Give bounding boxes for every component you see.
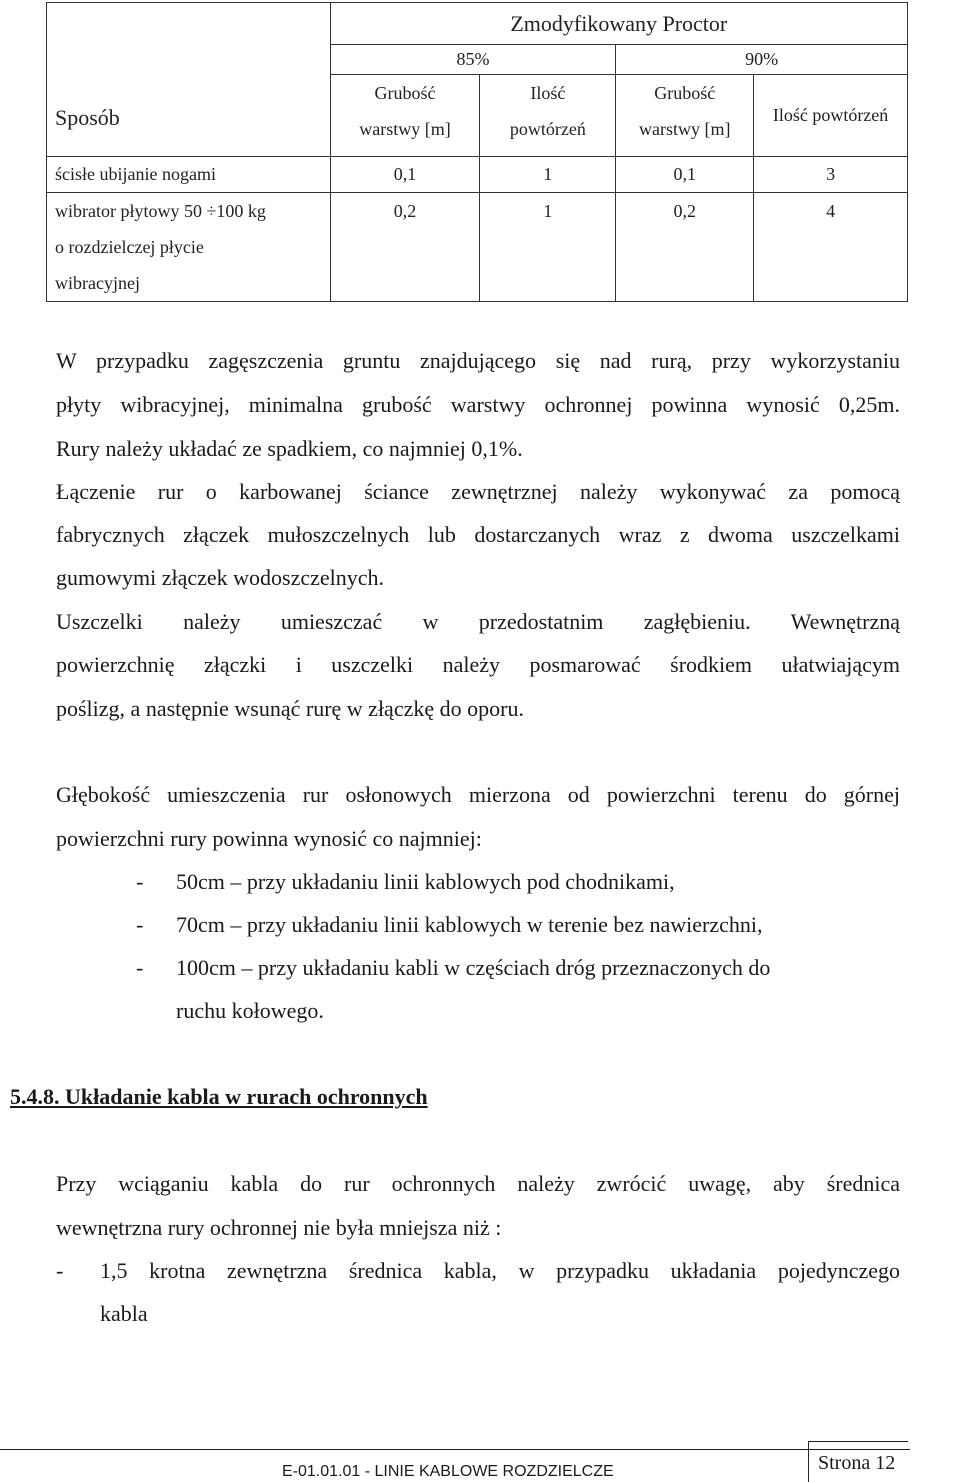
table-header-count-85: Ilość powtórzeń <box>480 75 616 157</box>
paragraph-line: Głębokość umieszczenia rur osłonowych mierzona od powierzchni terenu do górnej <box>56 782 900 807</box>
list-item-continuation: ruchu kołowego. <box>176 998 324 1023</box>
table-header-method: Sposób <box>47 3 331 157</box>
table-cell: 0,2 <box>330 193 480 302</box>
paragraph-line: W przypadku zagęszczenia gruntu znajdującego się nad rurą, przy wykorzystaniu <box>56 348 900 373</box>
table-cell: 0,2 <box>616 193 754 302</box>
table-title: Zmodyfikowany Proctor <box>330 3 907 45</box>
paragraph-line: gumowymi złączek wodoszczelnych. <box>56 565 385 590</box>
list-dash: - <box>56 1258 64 1283</box>
table-header-90: 90% <box>616 45 908 75</box>
list-item: 70cm – przy układaniu linii kablowych w terenie bez nawierzchni, <box>176 912 763 937</box>
list-item-continuation: kabla <box>100 1301 148 1326</box>
paragraph-line: Uszczelki należy umieszczać w przedostatnim zagłębieniu. Wewnętrzną <box>56 609 900 634</box>
table-cell: 0,1 <box>616 157 754 193</box>
list-item: 1,5 krotna zewnętrzna średnica kabla, w przypadku układania pojedynczego <box>100 1258 900 1283</box>
table-cell: 1 <box>480 157 616 193</box>
list-dash: - <box>136 869 144 894</box>
list-item: 100cm – przy układaniu kabli w częściach dróg przeznaczonych do <box>176 955 771 980</box>
paragraph-line: płyty wibracyjnej, minimalna grubość warstwy ochronnej powinna wynosić 0,25m. <box>56 392 900 417</box>
paragraph-line: Łączenie rur o karbowanej ściance zewnętrznej należy wykonywać za pomocą <box>56 479 900 504</box>
page-number: Strona 12 <box>818 1452 896 1474</box>
table-header-thickness-85: Grubość warstwy [m] <box>330 75 480 157</box>
table-cell: 4 <box>754 193 908 302</box>
table-row <box>47 193 908 302</box>
list-dash: - <box>136 955 144 980</box>
table-header-thickness-90: Grubość warstwy [m] <box>616 75 754 157</box>
table-cell-method: ścisłe ubijanie nogami <box>47 157 331 193</box>
table-header-count-90: Ilość powtórzeń <box>754 75 908 157</box>
table-header-85: 85% <box>330 45 616 75</box>
footer-rule <box>0 1449 910 1450</box>
paragraph-line: fabrycznych złączek mułoszczelnych lub dostarczanych wraz z dwoma uszczelkami <box>56 522 900 547</box>
paragraph-line: wewnętrzna rury ochronnej nie była mniejsza niż : <box>56 1215 502 1240</box>
paragraph-line: Przy wciąganiu kabla do rur ochronnych należy zwrócić uwagę, aby średnica <box>56 1171 900 1196</box>
compaction-table <box>46 2 908 302</box>
table-cell: 0,1 <box>330 157 480 193</box>
table-cell: 3 <box>754 157 908 193</box>
section-heading: 5.4.8. Układanie kabla w rurach ochronnych <box>10 1084 428 1109</box>
table-cell: 1 <box>480 193 616 302</box>
paragraph-line: poślizg, a następnie wsunąć rurę w złączkę do oporu. <box>56 696 524 721</box>
table-row <box>47 157 908 193</box>
paragraph-line: Rury należy układać ze spadkiem, co najmniej 0,1%. <box>56 436 523 461</box>
paragraph-line: powierzchni rury powinna wynosić co najmniej: <box>56 826 482 851</box>
list-item: 50cm – przy układaniu linii kablowych pod chodnikami, <box>176 869 675 894</box>
paragraph-line: powierzchnię złączki i uszczelki należy posmarować środkiem ułatwiającym <box>56 652 900 677</box>
footer-document-code: E-01.01.01 - LINIE KABLOWE ROZDZIELCZE <box>282 1463 614 1480</box>
list-dash: - <box>136 912 144 937</box>
table-cell-method: wibrator płytowy 50 ÷100 kg o rozdzielczej płycie wibracyjnej <box>47 193 331 302</box>
